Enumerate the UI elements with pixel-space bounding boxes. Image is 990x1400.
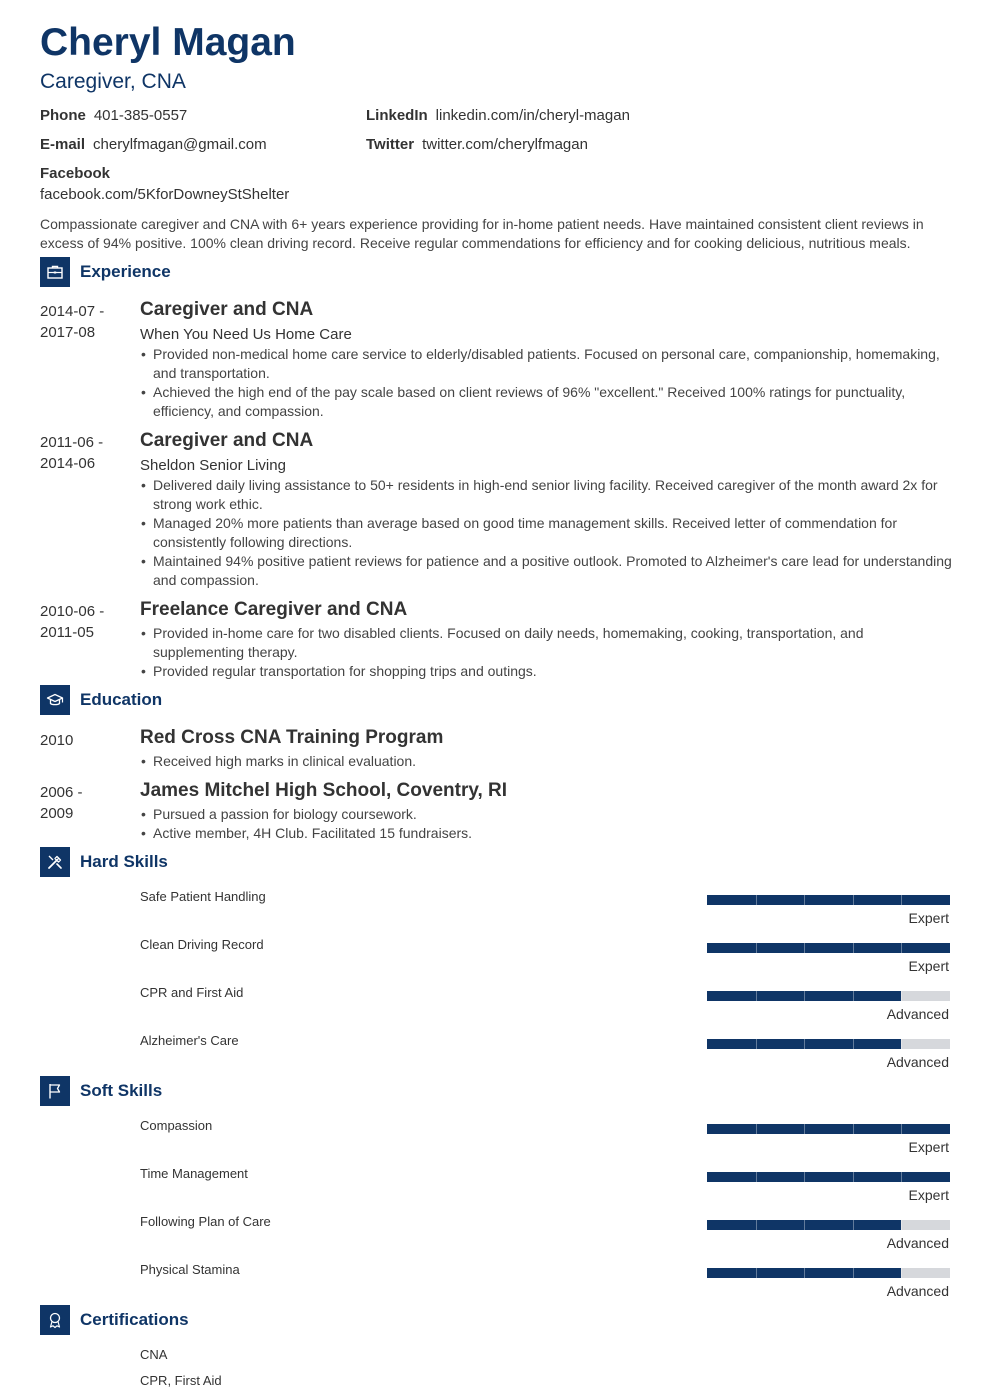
- twitter-label: Twitter: [366, 136, 415, 153]
- skill-name: Safe Patient Handling: [140, 889, 266, 904]
- hard-skills-heading: Hard Skills: [80, 852, 168, 871]
- phone-value: 401-385-0557: [93, 107, 188, 124]
- experience-1-employer: When You Need Us Home Care: [140, 326, 352, 343]
- contact-email: [40, 136, 267, 154]
- skill-bar-divider: [756, 943, 757, 953]
- skill-bar-divider: [853, 1220, 854, 1230]
- skill-bar: [707, 895, 950, 905]
- skill-bar-divider: [804, 1220, 805, 1230]
- date-start: 2010: [40, 732, 74, 749]
- skill-name: Physical Stamina: [140, 1262, 240, 1277]
- date-start: 2011-06 -: [40, 434, 104, 451]
- skill-bar-divider: [756, 991, 757, 1001]
- bullet-item: • Managed 20% more patients than average based on good time management skills. Received letter of commendation for consistently following directions.: [140, 514, 952, 552]
- experience-1-date: [40, 301, 120, 343]
- skill-bar-fill: [707, 895, 950, 905]
- skill-bar-divider: [756, 1039, 757, 1049]
- skill-name: Following Plan of Care: [140, 1214, 271, 1229]
- education-1-bullets: [140, 752, 952, 771]
- date-start: 2014-07 -: [40, 303, 105, 320]
- education-2-date: [40, 782, 120, 824]
- experience-3-title: Freelance Caregiver and CNA: [140, 599, 408, 620]
- skill-bar-divider: [804, 1268, 805, 1278]
- experience-2-employer: Sheldon Senior Living: [140, 457, 286, 474]
- email-value[interactable]: cherylfmagan@gmail.com: [93, 136, 267, 153]
- skill-bar-divider: [804, 943, 805, 953]
- skill-bar: [707, 943, 950, 953]
- skill-bar-divider: [901, 1124, 902, 1134]
- bullet-item: • Maintained 94% positive patient reviews for patience and a positive outlook. Promoted to Alzheimer's care lead for understanding and compassion.: [140, 552, 952, 590]
- skill-bar: [707, 991, 950, 1001]
- experience-1-title: Caregiver and CNA: [140, 299, 314, 320]
- candidate-name: Cheryl Magan: [40, 21, 296, 64]
- education-2-title: James Mitchel High School, Coventry, RI: [140, 780, 508, 801]
- skill-bar-divider: [853, 1039, 854, 1049]
- skill-bar: [707, 1124, 950, 1134]
- bullet-item: • Provided regular transportation for shopping trips and outings.: [140, 662, 952, 681]
- phone-label: Phone: [40, 107, 86, 124]
- skill-name: CPR and First Aid: [140, 985, 244, 1000]
- education-1-date: [40, 730, 120, 751]
- skill-level: Expert: [908, 1187, 949, 1203]
- skill-bar-divider: [756, 1124, 757, 1134]
- experience-2-date: [40, 432, 120, 474]
- skill-bar-divider: [901, 943, 902, 953]
- skill-bar-fill: [707, 1124, 950, 1134]
- experience-2-bullets: [140, 476, 952, 590]
- skill-name: Time Management: [140, 1166, 248, 1181]
- soft-skills-section-header: [40, 1076, 162, 1106]
- skill-bar-divider: [901, 1172, 902, 1182]
- date-start: 2010-06 -: [40, 603, 105, 620]
- experience-3-bullets: [140, 624, 952, 681]
- skill-level: Advanced: [886, 1054, 949, 1070]
- graduation-cap-icon: [40, 685, 70, 715]
- skill-bar-divider: [756, 1220, 757, 1230]
- date-end: 2014-06: [40, 455, 96, 472]
- skill-bar-divider: [756, 1268, 757, 1278]
- skill-name: Compassion: [140, 1118, 213, 1133]
- skill-level: Advanced: [886, 1006, 949, 1022]
- contact-linkedin: [366, 107, 630, 125]
- skill-bar-divider: [901, 895, 902, 905]
- bullet-item: • Achieved the high end of the pay scale based on client reviews of 96% "excellent." Received 100% ratings for punctuality, efficiency, and compassion.: [140, 383, 952, 421]
- education-1-title: Red Cross CNA Training Program: [140, 727, 444, 748]
- bullet-item: • Delivered daily living assistance to 50+ residents in high-end senior living facility. Received caregiver of the month award 2x for strong work ethic.: [140, 476, 952, 514]
- certifications-heading: Certifications: [80, 1310, 189, 1329]
- skill-bar-divider: [853, 895, 854, 905]
- education-heading: Education: [80, 690, 163, 709]
- skill-bar-divider: [853, 1172, 854, 1182]
- skill-name: Alzheimer's Care: [140, 1033, 239, 1048]
- skill-bar-divider: [853, 1124, 854, 1134]
- skill-bar-divider: [901, 1220, 902, 1230]
- skill-bar-fill: [707, 1172, 950, 1182]
- email-label: E-mail: [40, 136, 86, 153]
- soft-skills-heading: Soft Skills: [80, 1081, 163, 1100]
- education-2-bullets: [140, 805, 952, 843]
- skill-bar-divider: [901, 1268, 902, 1278]
- facebook-value[interactable]: facebook.com/5KforDowneyStShelter: [40, 186, 290, 203]
- skill-bar-divider: [804, 895, 805, 905]
- bullet-item: • Provided non-medical home care service to elderly/disabled patients. Focused on personal care, companionship, homemaking, and transportation.: [140, 345, 952, 383]
- linkedin-label: LinkedIn: [366, 107, 428, 124]
- twitter-value[interactable]: twitter.com/cherylfmagan: [422, 136, 588, 153]
- skill-bar-divider: [901, 1039, 902, 1049]
- date-end: 2009: [40, 805, 74, 822]
- contact-phone: [40, 107, 187, 125]
- certification-item: CNA: [140, 1347, 168, 1362]
- skill-level: Expert: [908, 910, 949, 926]
- experience-1-bullets: [140, 345, 952, 421]
- skill-level: Expert: [908, 1139, 949, 1155]
- skill-bar-divider: [804, 991, 805, 1001]
- skill-name: Clean Driving Record: [140, 937, 264, 952]
- skill-bar: [707, 1268, 950, 1278]
- date-end: 2017-08: [40, 324, 96, 341]
- skill-bar-divider: [804, 1172, 805, 1182]
- skill-bar-divider: [756, 1172, 757, 1182]
- skill-bar: [707, 1039, 950, 1049]
- profile-summary: Compassionate caregiver and CNA with 6+ years experience providing for in-home patient needs. Have maintained consistent client reviews in excess of 94% positive. 100% clean driving record. Receive regular commendations for efficiency and for cooking delicious, nutritious meals.: [40, 216, 924, 251]
- certifications-section-header: [40, 1305, 189, 1335]
- experience-heading: Experience: [80, 262, 171, 281]
- skill-bar-divider: [853, 991, 854, 1001]
- experience-section-header: [40, 257, 171, 287]
- date-start: 2006 -: [40, 784, 83, 801]
- skill-level: Expert: [908, 958, 949, 974]
- skill-bar: [707, 1220, 950, 1230]
- briefcase-icon: [40, 257, 70, 287]
- bullet-item: • Provided in-home care for two disabled clients. Focused on daily needs, homemaking, cooking, transportation, and supplementing therapy.: [140, 624, 952, 662]
- skill-bar-divider: [901, 991, 902, 1001]
- flag-icon: [40, 1076, 70, 1106]
- skill-level: Advanced: [886, 1235, 949, 1251]
- bullet-item: • Pursued a passion for biology coursework.: [140, 805, 952, 824]
- hard-skills-section-header: [40, 847, 168, 877]
- skill-bar-divider: [804, 1039, 805, 1049]
- linkedin-value[interactable]: linkedin.com/in/cheryl-magan: [435, 107, 630, 124]
- facebook-label: Facebook: [40, 165, 111, 182]
- experience-3-date: [40, 601, 120, 643]
- education-section-header: [40, 685, 162, 715]
- skill-bar-divider: [853, 1268, 854, 1278]
- skill-bar-divider: [853, 943, 854, 953]
- bullet-item: • Received high marks in clinical evaluation.: [140, 752, 952, 771]
- certification-item: CPR, First Aid: [140, 1373, 222, 1388]
- skill-bar-divider: [756, 895, 757, 905]
- skill-bar-divider: [804, 1124, 805, 1134]
- tools-icon: [40, 847, 70, 877]
- bullet-item: • Active member, 4H Club. Facilitated 15 fundraisers.: [140, 824, 952, 843]
- award-icon: [40, 1305, 70, 1335]
- skill-bar-fill: [707, 943, 950, 953]
- skill-bar: [707, 1172, 950, 1182]
- date-end: 2011-05: [40, 624, 94, 641]
- experience-2-title: Caregiver and CNA: [140, 430, 314, 451]
- contact-twitter: [366, 136, 588, 154]
- skill-level: Advanced: [886, 1283, 949, 1299]
- candidate-title: Caregiver, CNA: [40, 70, 186, 93]
